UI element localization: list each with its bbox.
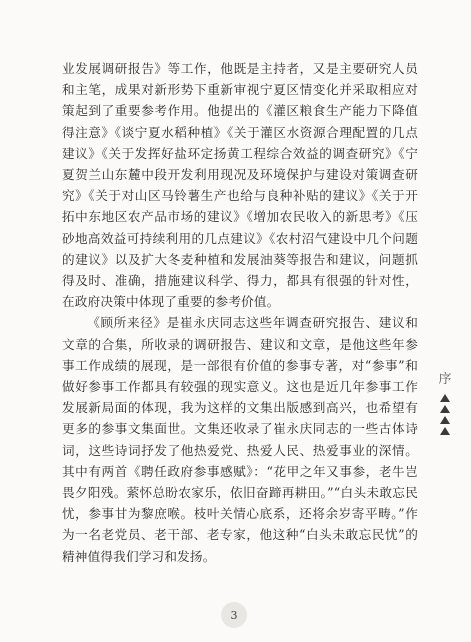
- section-label: 序: [438, 372, 452, 387]
- triangle-marker-icon: [440, 427, 450, 435]
- section-markers: [440, 394, 450, 435]
- triangle-marker-icon: [440, 416, 450, 424]
- paragraph-2: 《顾所来径》是崔永庆同志这些年调查研究报告、建议和文章的合集，所收录的调研报告、建议和文章，是他这些年参事工作成绩的展现，是一部很有价值的参事专著，对“参事”和做好参事工作都具有较强的现实意义。这也是近几年参事工作发展新局面的体现，我为这样的文集出版感到高兴，也希望有更多的参事文集面世。文集还收录了崔永庆同志的一些古体诗词，这些诗词抒发了他热爱党、热爱人民、热爱事业的深情。其中有两首《聘任政府参事感赋》：“花甲之年又事参，老牛岂畏夕阳残。萦怀总盼农家乐，依旧奋蹄再耕田。”“白头未敢忘民忧，参事甘为黎庶喉。枝叶关情心底系，还将余岁寄平畴。”作为一名老党员、老干部、老专家，他这种“白头未敢忘民忧”的精神值得我们学习和发扬。: [62, 315, 418, 564]
- triangle-marker-icon: [440, 405, 450, 413]
- page-number-badge: [221, 602, 247, 628]
- paragraph-1: 业发展调研报告》等工作，他既是主持者，又是主要研究人员和主笔，成果对新形势下重新审视宁夏区情变化并采取相应对策起到了重要参考作用。他提出的《灌区粮食生产能力下降值得注意》《谈宁夏水稻种植》《关于灌区水资源合理配置的几点建议》《关于发挥好盐环定扬黄工程综合效益的调查研究》《宁夏贺兰山东麓中段开发利用现况及环境保护与建设对策调查研究》《关于对山区马铃薯生产也给与良种补贴的建议》《关于开拓中东地区农产品市场的建议》《增加农民收入的新思考》《压砂地高效益可持续利用的几点建议》《农村沼气建设中几个问题的建议》以及扩大冬麦种植和发展油葵等报告和建议，问题抓得及时、准确，措施建议科学、得力，都具有很强的针对性，在政府决策中体现了重要的参考价值。: [62, 61, 418, 310]
- body-text: [62, 58, 418, 567]
- triangle-marker-icon: [440, 394, 450, 402]
- page-number: 3: [230, 608, 238, 622]
- section-tab: [430, 372, 460, 435]
